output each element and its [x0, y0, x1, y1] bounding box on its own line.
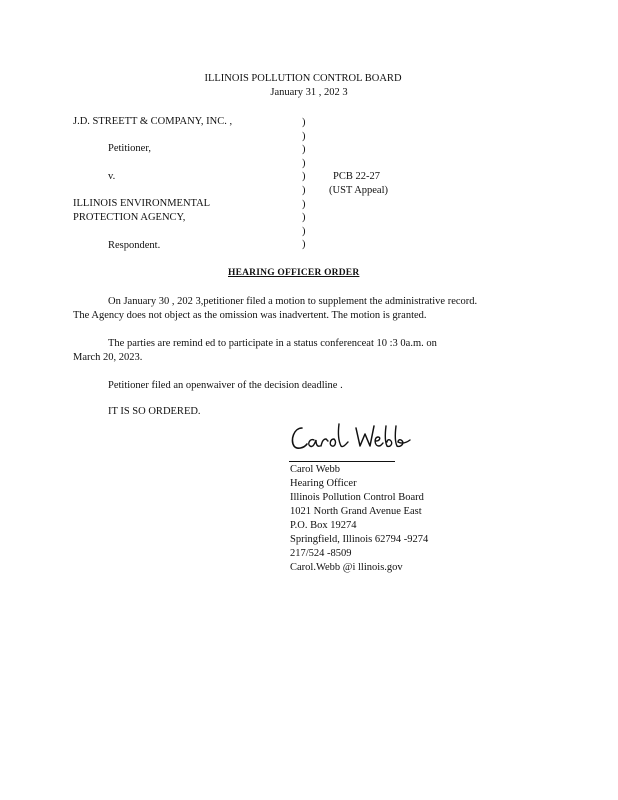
case-number: PCB 22-27 — [333, 171, 380, 182]
signer-name: Carol Webb — [290, 464, 340, 475]
respondent-name-line2: PROTECTION AGENCY, — [73, 212, 186, 223]
petitioner-name: J.D. STREETT & COMPANY, INC. , — [73, 116, 233, 127]
email-address[interactable]: Carol.Webb @i llinois.gov — [290, 562, 403, 573]
paren: ) — [302, 117, 306, 128]
paragraph-1-line-2: The Agency does not object as the omission was inadvertent. The motion is granted. — [73, 310, 427, 321]
paragraph-3: Petitioner filed an openwaiver of the decision deadline . — [108, 380, 343, 391]
paragraph-4: IT IS SO ORDERED. — [108, 406, 201, 417]
handwritten-signature — [286, 418, 416, 460]
paren: ) — [302, 184, 306, 196]
board-name: ILLINOIS POLLUTION CONTROL BOARD — [204, 73, 402, 84]
signature-block — [290, 463, 428, 575]
order-title: HEARING OFFICER ORDER — [228, 268, 360, 278]
paren: ) — [302, 144, 306, 156]
phone-number: 217/524 -8509 — [290, 548, 352, 559]
address-city: Springfield, Illinois 62794 -9274 — [290, 534, 429, 545]
paragraph-2-line-1: The parties are remind ed to participate in a status conferenceat 10 :3 0a.m. on — [108, 338, 437, 349]
signer-organization: Illinois Pollution Control Board — [290, 492, 424, 503]
paren: ) — [302, 198, 306, 210]
paren: ) — [302, 212, 306, 224]
caption-parentheses — [302, 116, 306, 252]
address-street: 1021 North Grand Avenue East — [290, 506, 422, 517]
signer-title: Hearing Officer — [290, 478, 357, 489]
respondent-name-line1: ILLINOIS ENVIRONMENTAL — [73, 198, 211, 209]
paren: ) — [302, 171, 306, 183]
order-date: January 31 , 202 3 — [270, 87, 348, 98]
case-type: (UST Appeal) — [329, 185, 389, 196]
paragraph-1-line-1: On January 30 , 202 3,petitioner filed a motion to supplement the administrative record. — [108, 296, 478, 307]
paren: ) — [302, 225, 306, 237]
address-po-box: P.O. Box 19274 — [290, 520, 357, 531]
paren: ) — [302, 157, 306, 169]
respondent-label: Respondent. — [108, 240, 161, 251]
paren: ) — [302, 130, 306, 142]
paren: ) — [302, 239, 306, 251]
paragraph-2-line-2: March 20, 2023. — [73, 352, 143, 363]
signature-line — [289, 461, 395, 462]
petitioner-label: Petitioner, — [108, 143, 152, 154]
versus-label: v. — [108, 171, 116, 182]
